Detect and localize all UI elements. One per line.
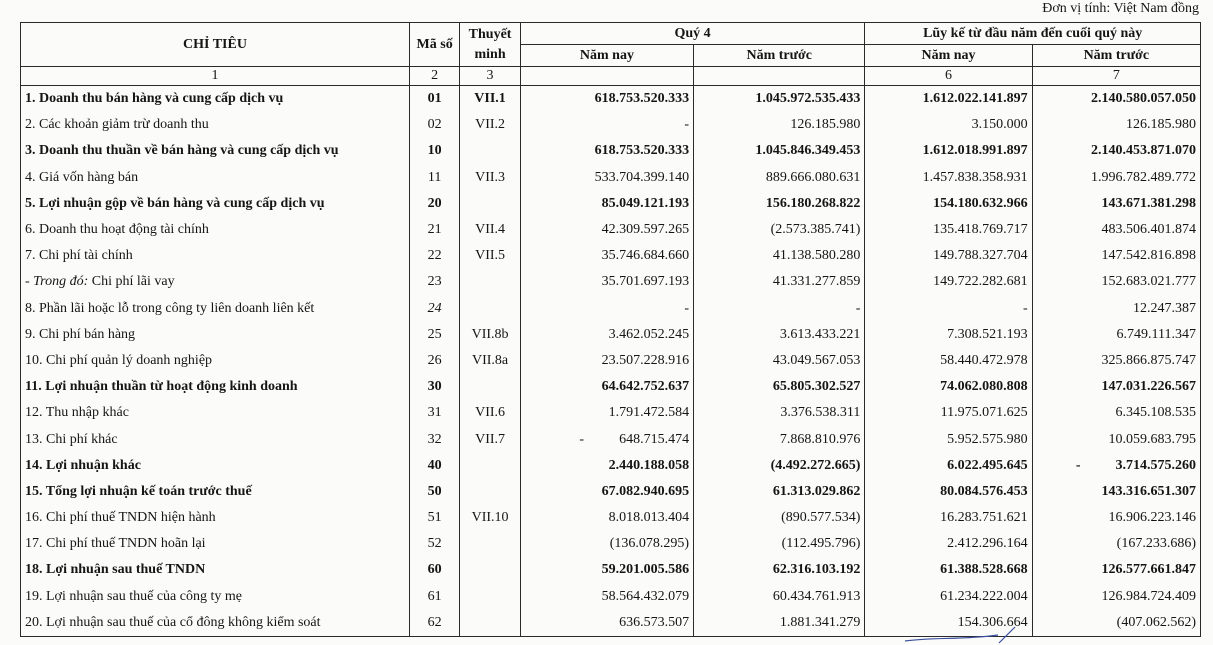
row-y-previous: - 3.714.575.260 (1032, 453, 1200, 479)
row-q-current: 1.791.472.584 (520, 400, 693, 426)
table-row (21, 505, 1201, 531)
row-label: 3. Doanh thu thuần về bán hàng và cung cấp dịch vụ (21, 138, 410, 164)
row-note (460, 191, 520, 217)
row-code: 30 (409, 374, 459, 400)
row-code: 23 (409, 269, 459, 295)
row-label: 17. Chi phí thuế TNDN hoãn lại (21, 531, 410, 557)
row-y-previous: 126.185.980 (1032, 112, 1200, 138)
row-label: 10. Chi phí quản lý doanh nghiệp (21, 348, 410, 374)
table-row (21, 243, 1201, 269)
row-label: 2. Các khoản giảm trừ doanh thu (21, 112, 410, 138)
row-q-previous: (890.577.534) (694, 505, 865, 531)
table-row (21, 610, 1201, 637)
row-code: 60 (409, 557, 459, 583)
row-code: 21 (409, 217, 459, 243)
header-chi-tieu: CHỈ TIÊU (21, 23, 410, 67)
row-note: VII.8b (460, 322, 520, 348)
row-y-current: 61.234.222.004 (865, 584, 1032, 610)
row-code: 20 (409, 191, 459, 217)
row-label: 9. Chi phí bán hàng (21, 322, 410, 348)
row-q-previous: 1.045.846.349.453 (694, 138, 865, 164)
row-q-current: (136.078.295) (520, 531, 693, 557)
header-q-current-year: Năm nay (520, 45, 693, 67)
table-body (21, 86, 1201, 637)
header-thuyet-minh: Thuyết minh (460, 23, 520, 67)
row-y-current: 1.612.022.141.897 (865, 86, 1032, 113)
row-q-previous: 60.434.761.913 (694, 584, 865, 610)
row-y-current: 6.022.495.645 (865, 453, 1032, 479)
row-y-previous: (407.062.562) (1032, 610, 1200, 637)
row-note (460, 610, 520, 637)
col-number: 1 (21, 67, 410, 86)
row-q-current: 67.082.940.695 (520, 479, 693, 505)
row-y-previous: 143.671.381.298 (1032, 191, 1200, 217)
row-code: 10 (409, 138, 459, 164)
row-q-current: 3.462.052.245 (520, 322, 693, 348)
row-q-current: 636.573.507 (520, 610, 693, 637)
row-code: 62 (409, 610, 459, 637)
table-row (21, 165, 1201, 191)
row-note (460, 453, 520, 479)
row-note (460, 479, 520, 505)
row-q-current: - (520, 296, 693, 322)
row-y-current: 7.308.521.193 (865, 322, 1032, 348)
header-y-previous-year: Năm trước (1032, 45, 1200, 67)
table-row (21, 138, 1201, 164)
row-note: VII.7 (460, 426, 520, 452)
row-y-previous: 126.984.724.409 (1032, 584, 1200, 610)
row-note: VII.1 (460, 86, 520, 113)
row-y-previous: 325.866.875.747 (1032, 348, 1200, 374)
table-row (21, 479, 1201, 505)
col-number (694, 67, 865, 86)
row-label: 20. Lợi nhuận sau thuế của cổ đông không kiểm soát (21, 610, 410, 637)
row-code: 32 (409, 426, 459, 452)
unit-label: Đơn vị tính: Việt Nam đồng (1042, 1, 1199, 16)
row-note (460, 269, 520, 295)
row-code: 61 (409, 584, 459, 610)
row-q-previous: 126.185.980 (694, 112, 865, 138)
row-q-previous: 156.180.268.822 (694, 191, 865, 217)
row-y-previous: 147.542.816.898 (1032, 243, 1200, 269)
row-y-previous: 12.247.387 (1032, 296, 1200, 322)
row-q-current: 8.018.013.404 (520, 505, 693, 531)
row-label: 12. Thu nhập khác (21, 400, 410, 426)
table-row (21, 426, 1201, 452)
row-label: 1. Doanh thu bán hàng và cung cấp dịch vụ (21, 86, 410, 113)
row-q-current: 35.746.684.660 (520, 243, 693, 269)
row-note (460, 584, 520, 610)
header-q-previous-year: Năm trước (694, 45, 865, 67)
row-y-current: 5.952.575.980 (865, 426, 1032, 452)
row-y-current: 1.457.838.358.931 (865, 165, 1032, 191)
row-q-current: 35.701.697.193 (520, 269, 693, 295)
row-y-current: 1.612.018.991.897 (865, 138, 1032, 164)
row-q-current: 58.564.432.079 (520, 584, 693, 610)
row-q-previous: 3.613.433.221 (694, 322, 865, 348)
row-q-current: 618.753.520.333 (520, 138, 693, 164)
row-label: 11. Lợi nhuận thuần từ hoạt động kinh doanh (21, 374, 410, 400)
row-note (460, 557, 520, 583)
col-number: 2 (409, 67, 459, 86)
row-q-previous: 41.138.580.280 (694, 243, 865, 269)
row-q-previous: 1.045.972.535.433 (694, 86, 865, 113)
row-code: 52 (409, 531, 459, 557)
row-q-previous: 7.868.810.976 (694, 426, 865, 452)
table-row (21, 531, 1201, 557)
row-note (460, 296, 520, 322)
row-note (460, 531, 520, 557)
row-y-current: 16.283.751.621 (865, 505, 1032, 531)
row-label: 4. Giá vốn hàng bán (21, 165, 410, 191)
row-y-current: 61.388.528.668 (865, 557, 1032, 583)
row-q-current: 533.704.399.140 (520, 165, 693, 191)
row-y-current: - (865, 296, 1032, 322)
row-y-previous: 2.140.453.871.070 (1032, 138, 1200, 164)
row-code: 11 (409, 165, 459, 191)
row-y-previous: 152.683.021.777 (1032, 269, 1200, 295)
table-row (21, 269, 1201, 295)
table-header (21, 23, 1201, 86)
row-q-previous: 43.049.567.053 (694, 348, 865, 374)
row-note (460, 374, 520, 400)
row-label: 5. Lợi nhuận gộp về bán hàng và cung cấp dịch vụ (21, 191, 410, 217)
row-y-current: 135.418.769.717 (865, 217, 1032, 243)
row-code: 24 (409, 296, 459, 322)
row-q-previous: 62.316.103.192 (694, 557, 865, 583)
header-quarter: Quý 4 (520, 23, 865, 45)
row-y-current: 58.440.472.978 (865, 348, 1032, 374)
row-label: 8. Phần lãi hoặc lỗ trong công ty liên doanh liên kết (21, 296, 410, 322)
row-q-previous: 65.805.302.527 (694, 374, 865, 400)
row-label: 16. Chi phí thuế TNDN hiện hành (21, 505, 410, 531)
row-q-previous: (112.495.796) (694, 531, 865, 557)
row-code: 50 (409, 479, 459, 505)
row-y-current: 149.722.282.681 (865, 269, 1032, 295)
row-y-current: 80.084.576.453 (865, 479, 1032, 505)
table-row (21, 348, 1201, 374)
row-label: 18. Lợi nhuận sau thuế TNDN (21, 557, 410, 583)
col-number: 3 (460, 67, 520, 86)
row-y-previous: 6.345.108.535 (1032, 400, 1200, 426)
row-code: 01 (409, 86, 459, 113)
table-row (21, 191, 1201, 217)
row-label: 15. Tổng lợi nhuận kế toán trước thuế (21, 479, 410, 505)
row-q-current: - 648.715.474 (520, 426, 693, 452)
row-y-current: 154.306.664 (865, 610, 1032, 637)
row-label-text: Chi phí lãi vay (91, 274, 175, 290)
row-q-current: 42.309.597.265 (520, 217, 693, 243)
row-note: VII.2 (460, 112, 520, 138)
table-row (21, 374, 1201, 400)
table-row (21, 584, 1201, 610)
row-q-current: 23.507.228.916 (520, 348, 693, 374)
row-y-previous: 16.906.223.146 (1032, 505, 1200, 531)
row-y-current: 2.412.296.164 (865, 531, 1032, 557)
signature-mark (903, 623, 1023, 645)
header-ma-so: Mã số (409, 23, 459, 67)
row-q-previous: (2.573.385.741) (694, 217, 865, 243)
table-row (21, 296, 1201, 322)
header-cumulative: Lũy kế từ đầu năm đến cuối quý này (865, 23, 1201, 45)
row-q-previous: 3.376.538.311 (694, 400, 865, 426)
row-y-current: 149.788.327.704 (865, 243, 1032, 269)
row-y-current: 74.062.080.808 (865, 374, 1032, 400)
table-row (21, 322, 1201, 348)
row-code: 51 (409, 505, 459, 531)
table-row (21, 217, 1201, 243)
row-y-previous: 126.577.661.847 (1032, 557, 1200, 583)
row-y-previous: 6.749.111.347 (1032, 322, 1200, 348)
row-note: VII.8a (460, 348, 520, 374)
row-q-current: 64.642.752.637 (520, 374, 693, 400)
table-row (21, 453, 1201, 479)
row-code: 02 (409, 112, 459, 138)
row-note: VII.3 (460, 165, 520, 191)
row-code: 40 (409, 453, 459, 479)
table-row (21, 400, 1201, 426)
row-q-previous: - (694, 296, 865, 322)
row-code: 25 (409, 322, 459, 348)
header-y-current-year: Năm nay (865, 45, 1032, 67)
row-label: 7. Chi phí tài chính (21, 243, 410, 269)
row-code: 26 (409, 348, 459, 374)
row-label: 14. Lợi nhuận khác (21, 453, 410, 479)
row-note: VII.6 (460, 400, 520, 426)
row-label: 19. Lợi nhuận sau thuế của công ty mẹ (21, 584, 410, 610)
row-q-current: 2.440.188.058 (520, 453, 693, 479)
col-number (520, 67, 693, 86)
row-y-current: 154.180.632.966 (865, 191, 1032, 217)
row-label: 6. Doanh thu hoạt động tài chính (21, 217, 410, 243)
row-q-current: 59.201.005.586 (520, 557, 693, 583)
col-number: 7 (1032, 67, 1200, 86)
row-y-previous: 147.031.226.567 (1032, 374, 1200, 400)
row-y-previous: 1.996.782.489.772 (1032, 165, 1200, 191)
row-note: VII.10 (460, 505, 520, 531)
row-y-previous: 2.140.580.057.050 (1032, 86, 1200, 113)
row-y-current: 11.975.071.625 (865, 400, 1032, 426)
income-statement-table (20, 22, 1201, 637)
row-q-current: 618.753.520.333 (520, 86, 693, 113)
table-row (21, 112, 1201, 138)
table-row (21, 86, 1201, 113)
row-q-previous: 61.313.029.862 (694, 479, 865, 505)
row-q-previous: 889.666.080.631 (694, 165, 865, 191)
row-y-previous: 10.059.683.795 (1032, 426, 1200, 452)
row-q-previous: 41.331.277.859 (694, 269, 865, 295)
row-note: VII.5 (460, 243, 520, 269)
row-label: 13. Chi phí khác (21, 426, 410, 452)
row-y-previous: 143.316.651.307 (1032, 479, 1200, 505)
row-y-previous: 483.506.401.874 (1032, 217, 1200, 243)
row-code: 31 (409, 400, 459, 426)
table-row (21, 557, 1201, 583)
row-note: VII.4 (460, 217, 520, 243)
row-y-previous: (167.233.686) (1032, 531, 1200, 557)
row-label-prefix: - Trong đó: (25, 274, 89, 290)
row-label (21, 269, 410, 295)
row-q-current: 85.049.121.193 (520, 191, 693, 217)
row-note (460, 138, 520, 164)
row-code: 22 (409, 243, 459, 269)
col-number: 6 (865, 67, 1032, 86)
row-y-current: 3.150.000 (865, 112, 1032, 138)
row-q-current: - (520, 112, 693, 138)
row-q-previous: 1.881.341.279 (694, 610, 865, 637)
row-q-previous: (4.492.272.665) (694, 453, 865, 479)
